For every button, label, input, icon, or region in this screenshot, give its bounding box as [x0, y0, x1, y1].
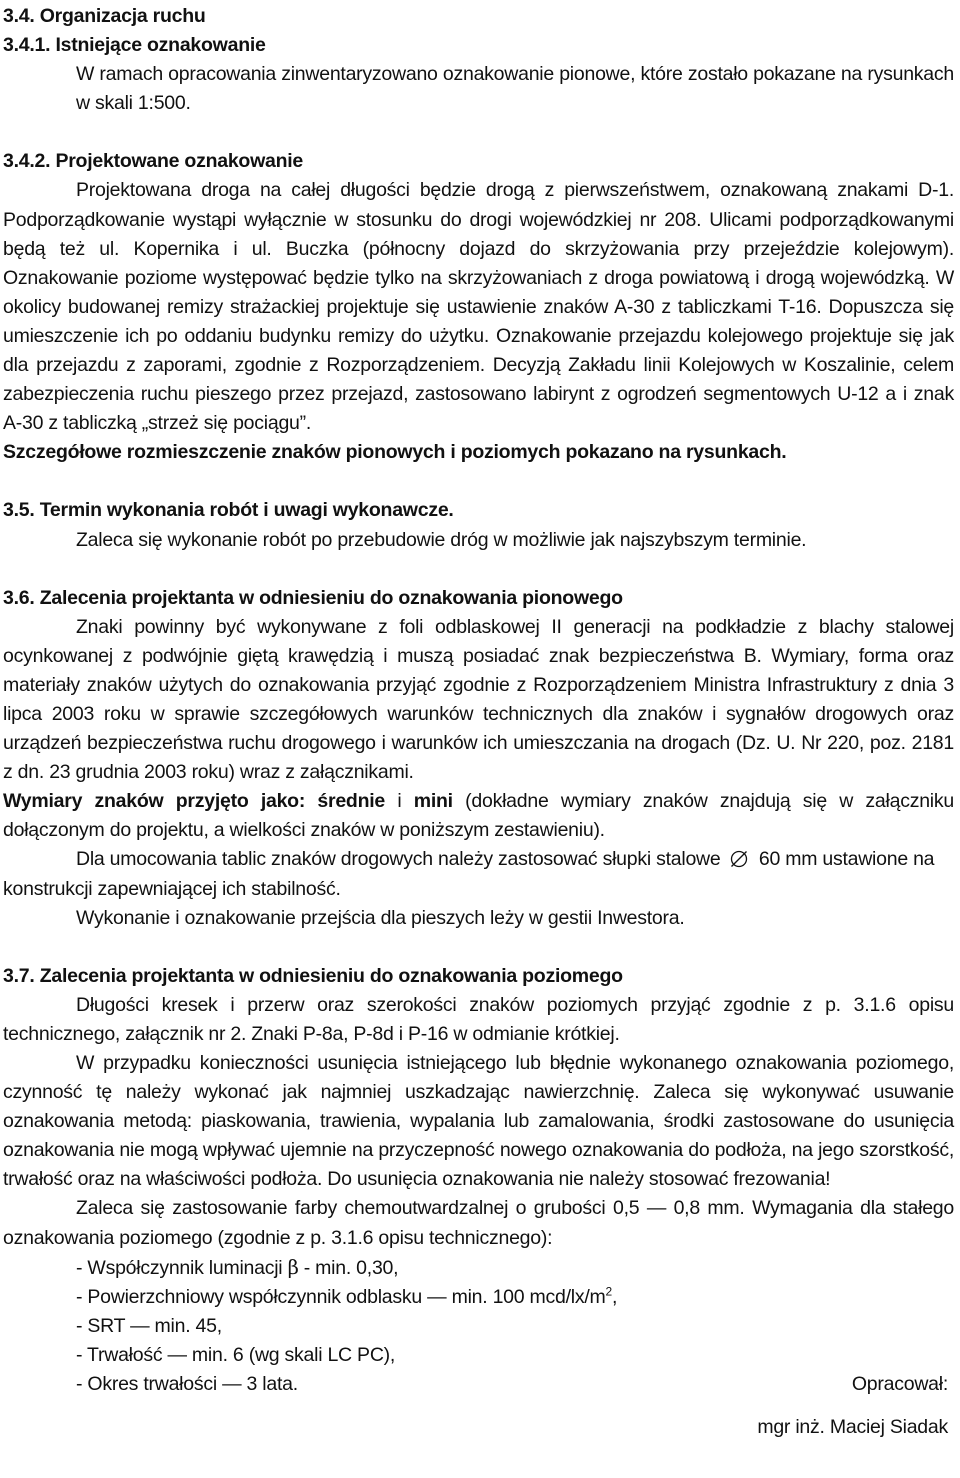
section-3-7-paragraph-1: Długości kresek i przerw oraz szerokości znaków poziomych przyjąć zgodnie z p. 3.1.6 opisu technicznego, załącznik nr 2. Znaki P-8a, P-8d i P-16 w odmianie krótkiej.: [3, 993, 954, 1045]
section-3-5-heading: 3.5. Termin wykonania robót i uwagi wykonawcze.: [3, 499, 454, 522]
superscript-two: 2: [605, 1284, 612, 1299]
list-item-lifetime: - Okres trwałości — 3 lata.: [76, 1373, 298, 1396]
signature-label: Opracował:: [851, 1373, 948, 1396]
section-3-7-paragraph-2: W przypadku konieczności usunięcia istniejącego lub błędnie wykonanego oznakowania poziomego, czynność tę należy wykonać jak najmniej uszkadzając nawierzchnię. Zaleca się wykonywać usuwanie oznakowania metodą: piaskowania, trawienia, wypalania lub zamalowania, środki zastosowane do usunięcia oznakowania nie mogą wpływać ujemnie na przyczepność nowego oznakowania do podłoża, na jego szorstkość, trwałość oraz na właściwości podłoża. Do usunięcia oznakowania nie należy stosować frezowania!: [3, 1052, 954, 1191]
posts-text-a: Dla umocowania tablic znaków drogowych należy zastosować słupki stalowe: [76, 848, 721, 871]
sign-dimensions-bold-label: Wymiary znaków przyjęto jako: średnie: [3, 790, 386, 813]
section-3-4-2-heading: 3.4.2. Projektowane oznakowanie: [3, 150, 304, 173]
posts-text-b: 60 mm ustawione na konstrukcji zapewniającej ich stabilność.: [3, 848, 935, 900]
signature-name: mgr inż. Maciej Siadak: [757, 1416, 948, 1439]
list-item-retroreflection: - Powierzchniowy współczynnik odblasku — min. 100 mcd/$lx/m^2$,: [76, 1284, 618, 1308]
section-3-6-paragraph-1: Znaki powinny być wykonywane z foli odblaskowej II generacji na podkładzie z blachy stalowej ocynkowanej z podwójnie giętą krawędzią i muszą posiadać znak bezpieczeństwa B. Wymiary, forma oraz materiały znaków użytych do oznakowania przyjąć zgodnie z Rozporządzeniem Ministra Infrastruktury z dnia 3 lipca 2003 roku w sprawie szczegółowych warunków technicznych dla znaków i sygnałów drogowych oraz urządzeń bezpieczeństwa ruchu drogowego i warunków ich umieszczania na drogach (Dz. U. Nr 220, poz. 2181 z dn. 23 grudnia 2003 roku) wraz z załącznikami.: [3, 615, 954, 784]
section-3-6-heading: 3.6. Zalecenia projektanta w odniesieniu do oznakowania pionowego: [3, 586, 623, 609]
section-3-5-text: Zaleca się wykonanie robót po przebudowie dróg w możliwie jak najszybszym terminie.: [76, 528, 807, 551]
diameter-icon: [730, 850, 748, 868]
conjunction-text: i: [385, 790, 414, 813]
section-3-6-paragraph-2: [3, 787, 954, 845]
section-3-4-2-bold-note: Szczegółowe rozmieszczenie znaków pionowych i poziomych pokazano na rysunkach.: [3, 441, 787, 464]
beta-symbol: β: [287, 1255, 299, 1279]
section-3-4-2-text: Projektowana droga na całej długości będzie drogą z pierwszeństwem, oznakowaną znakami D-1. Podporządkowanie wystąpi wyłącznie w stosunku do drogi wojewódzkiej nr 208. Ulicami podporządkowanymi będą też ul. Kopernika i ul. Buczka (północny dojazd do skrzyżowania przy przejeździe kolejowym). Oznakowanie poziome występować będzie tylko na skrzyżowaniach z droga powiatową i drogą wojewódzką. W okolicy budowanej remizy strażackiej projektuje się ustawienie znaków A-30 z tabliczkami T-16. Dopuszcza się umieszczenie ich po oddaniu budynku remizy do użytku. Oznakowanie przejazdu kolejowego projektuje się jak dla przejazdu z zaporami, zgodnie z Rozporządzeniem. Decyzją Zakładu linii Kolejowych w Koszalinie, celem zabezpieczenia ruchu pieszego przez przejazd, zastosowano labirynt z ogrodzeń segmentowych U-12 a i znak A-30 z tabliczką „strzeż się pociągu”.: [3, 179, 954, 435]
section-3-6-paragraph-3: [3, 845, 954, 903]
mini-size-bold-label: mini: [413, 790, 453, 813]
list-item-durability: - Trwałość — min. 6 (wg skali LC PC),: [76, 1343, 396, 1366]
section-3-4-heading: 3.4. Organizacja ruchu: [3, 5, 206, 27]
section-3-7-paragraph-3: Zaleca się zastosowanie farby chemoutwardzalnej o grubości 0,5 — 0,8 mm. Wymagania dla stałego oznakowania poziomego (zgodnie z p. 3.1.6 opisu technicznego):: [3, 1197, 954, 1249]
list-item-luminance: - Współczynnik luminacji β - min. 0,30,: [76, 1255, 399, 1279]
section-3-7-heading: 3.7. Zalecenia projektanta w odniesieniu do oznakowania poziomego: [3, 964, 623, 987]
list-item-srt: - SRT — min. 45,: [76, 1314, 222, 1337]
section-3-6-paragraph-4: Wykonanie i oznakowanie przejścia dla pieszych leży w gestii Inwestora.: [76, 906, 685, 929]
section-3-4-1-text: W ramach opracowania zinwentaryzowano oznakowanie pionowe, które zostało pokazane na rysunkach w skali 1:500.: [76, 63, 954, 115]
sign-dimensions-rest: (dokładne wymiary znaków znajdują się w załączniku dołączonym do projektu, a wielkości znaków w poniższym zestawieniu).: [3, 790, 954, 842]
section-3-4-1-heading: 3.4.1. Istniejące oznakowanie: [3, 34, 266, 57]
